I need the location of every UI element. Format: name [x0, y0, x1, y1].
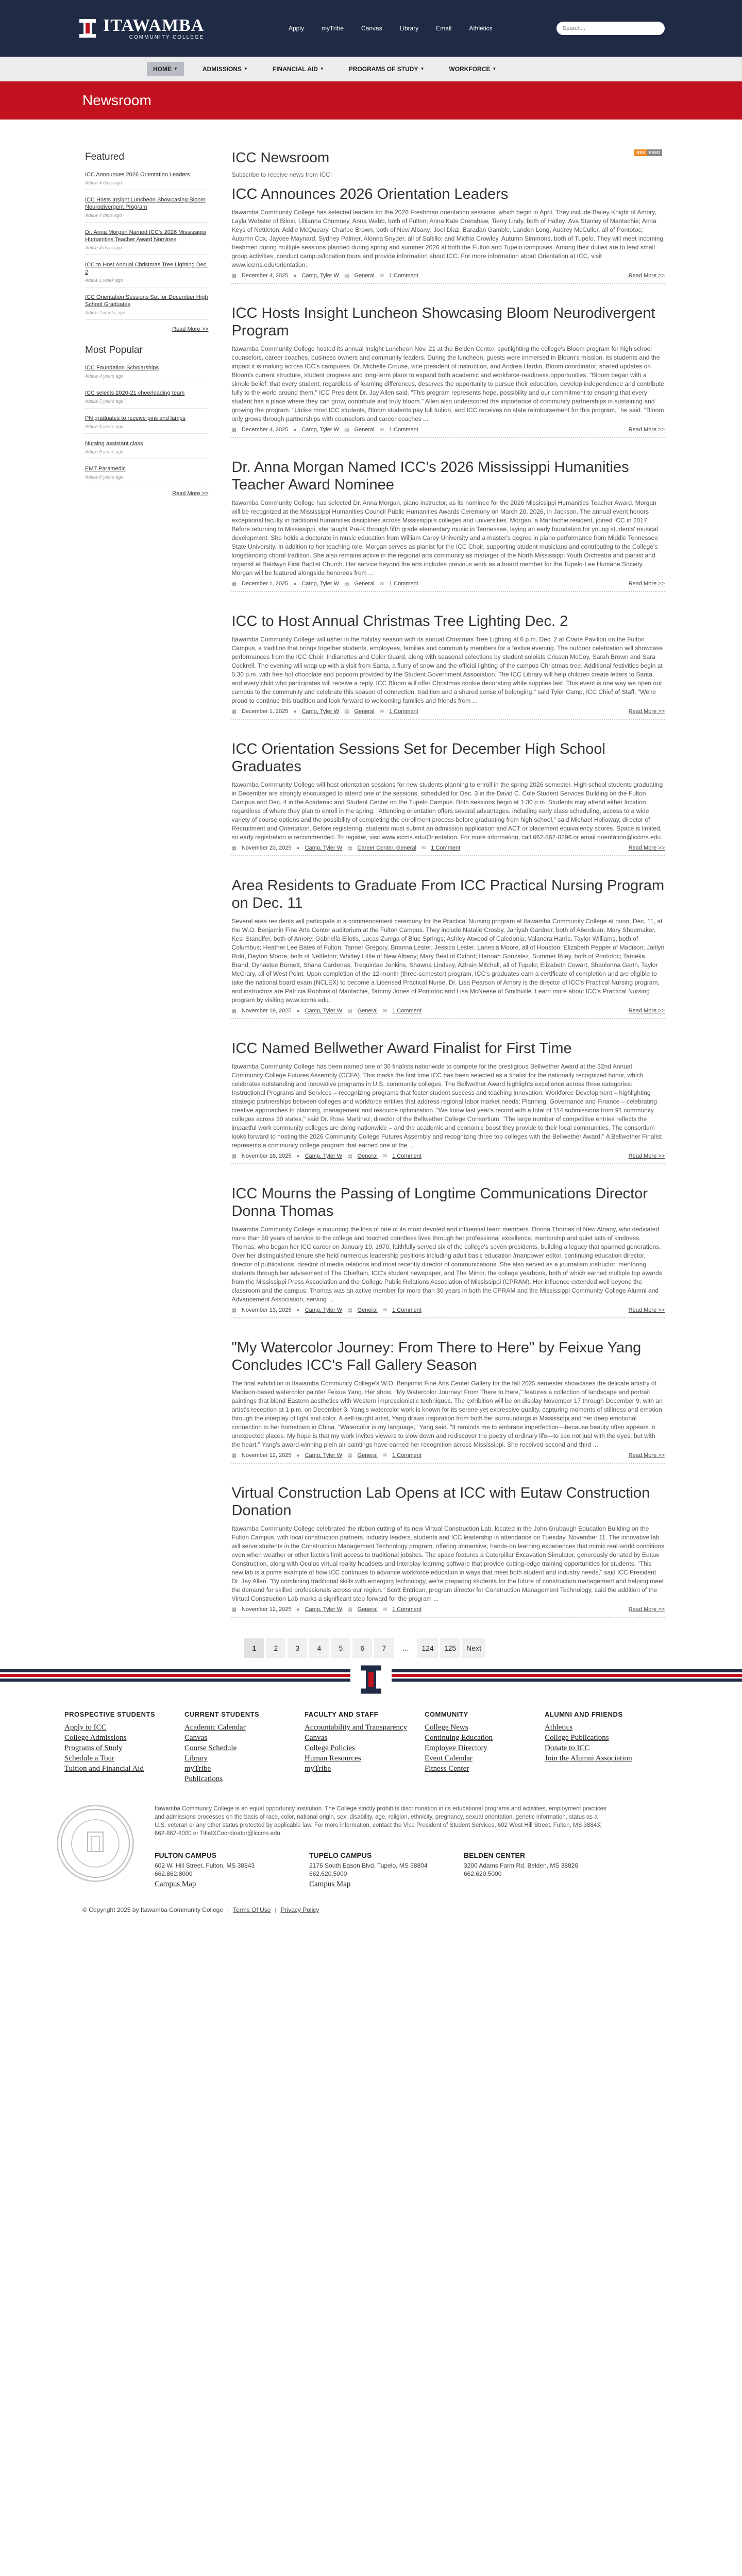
caret-down-icon: ▼ — [319, 66, 324, 71]
user-icon: ● — [296, 1452, 300, 1459]
post-title-link[interactable]: ICC Orientation Sessions Set for December High School Graduates — [231, 741, 605, 775]
comment-icon: ✉ — [379, 427, 384, 433]
nav-label: WORKFORCE — [449, 65, 491, 73]
featured-list — [85, 171, 208, 320]
sidebar-article-meta: Article 5 years ago — [85, 399, 124, 404]
post-author-link[interactable]: Camp, Tyler W — [305, 1153, 343, 1159]
popular-list — [85, 364, 208, 484]
calendar-icon: ▦ — [231, 273, 237, 279]
sidebar-article-meta: Article 4 days ago — [85, 245, 122, 250]
post-comment-link[interactable]: 1 Comment — [389, 427, 418, 433]
post-category-link[interactable]: General — [357, 1307, 378, 1313]
post-meta — [231, 1307, 665, 1317]
footer-link[interactable]: College Admissions — [64, 1734, 127, 1742]
post-author-link[interactable]: Camp, Tyler W — [301, 708, 339, 715]
rss-feed-badge[interactable] — [634, 149, 662, 156]
comment-icon: ✉ — [421, 845, 426, 851]
top-link-athletics[interactable]: Athletics — [469, 25, 493, 32]
user-icon: ● — [293, 581, 297, 587]
post-author-link[interactable]: Camp, Tyler W — [305, 1307, 343, 1313]
comment-icon: ✉ — [382, 1606, 387, 1613]
most-popular-heading: Most Popular — [85, 345, 143, 355]
post-category-link[interactable]: General — [354, 708, 375, 715]
campus-block — [309, 1851, 443, 1889]
post-meta — [231, 845, 665, 855]
subscribe-text: Subscribe to receive news from ICC! — [231, 171, 332, 178]
user-icon: ● — [296, 1307, 300, 1313]
folder-icon: ▤ — [344, 581, 349, 587]
banner-title: Newsroom — [82, 92, 151, 108]
comment-icon: ✉ — [382, 1008, 387, 1014]
campus-address: 2176 South Eason Blvd. Tupelo, MS 38804 — [309, 1862, 428, 1869]
nav-label: HOME — [153, 65, 172, 73]
feed-label: FEED — [647, 149, 662, 156]
footer-lower — [0, 1784, 742, 1889]
post-author-link[interactable]: Camp, Tyler W — [301, 273, 339, 279]
top-link-mytribe[interactable]: myTribe — [322, 25, 344, 32]
campus-map-link[interactable]: Campus Map — [155, 1880, 196, 1888]
post-read-more-link[interactable]: Read More >> — [628, 1307, 665, 1313]
top-link-apply[interactable]: Apply — [289, 25, 305, 32]
page-banner — [0, 81, 742, 120]
footer-link[interactable]: myTribe — [305, 1765, 331, 1773]
page-button[interactable]: 3 — [288, 1638, 307, 1658]
post-category-link[interactable]: General — [354, 581, 375, 587]
folder-icon: ▤ — [344, 273, 349, 279]
calendar-icon: ▦ — [231, 1307, 237, 1313]
footer-link[interactable]: College News — [425, 1723, 468, 1732]
sidebar-article — [85, 465, 208, 484]
calendar-icon: ▦ — [231, 1008, 237, 1014]
post-comment-link[interactable]: 1 Comment — [392, 1153, 421, 1159]
folder-icon: ▤ — [347, 845, 352, 851]
page-button[interactable]: 6 — [352, 1638, 372, 1658]
campus-address: 602 W. Hill Street, Fulton, MS 38843 — [155, 1862, 255, 1869]
post-excerpt: Itawamba Community College hosted its annual Insight Luncheon Nov. 21 at the Belden Center, spotlighting the college's Bloom program for high school counselors, career coaches, business owners and community leaders. During the luncheon, guests were immersed in Bloom's mission, its students and the impact it is making across ICC's campuses. Dr. Michelle Crouse, vice president of instruction, and Andrea Hardin, Bloom coordinator, shared updates on Bloom's current structure, student progress and long-term plans to expand both academic and workforce-readiness opportunities. "Bloom began with a simple belief: that every student, regardless of learning differences, deserves the opportunity to pursue their education, develop independence and contribute fully to the world around them," ICC President Dr. Jay Allen said. "This program represents hope, possibility and our commitment to ensuring that every student has a place where they can grow, contribute and truly bloom." Allen also underscored the importance of community partnerships in sustaining and growing the program. "Unlike most ICC students, Bloom students pay full tuition, and ICC receives no state reimbursement for this program," he said. "Bloom only grows through partnerships with counselors and career coaches ... — [231, 345, 664, 422]
top-link-library[interactable]: Library — [399, 25, 419, 32]
folder-icon: ▤ — [347, 1153, 352, 1159]
footer-link[interactable]: Accountability and Transparency — [305, 1723, 408, 1732]
campus-list — [155, 1851, 608, 1889]
user-icon: ● — [293, 427, 297, 433]
calendar-icon: ▦ — [231, 581, 237, 587]
page-button[interactable]: 5 — [331, 1638, 350, 1658]
post-date: November 12, 2025 — [241, 1452, 292, 1459]
news-post — [231, 613, 665, 720]
user-icon: ● — [293, 708, 297, 715]
post-excerpt: Itawamba Community College has selected leaders for the 2026 Freshman orientation sessions, which begin in April. They include Bailey Knight of Amory, Layla Webster of Biloxi, Lillianna Chumney, Anna Webb, both of Fulton; Anna Kate Crenshaw, Tierry Lindy, both of Hatley; Ava Stanley of Mantachie; Anna Keys of Nettleton; Addie McQueary, Charlee Brown, both of New Albany; Joel Diaz, Baradan Gamble, Landon Long, Audrey McCuller, all of Pontotoc; Autumn Cox, Jaycee Maynard, Sydney Palmer, Alonna Snyder, all of Saltillo; and Michia Crowley, Autumn Simmons, both of Tupelo. They will meet incoming freshmen during multiple sessions planned during spring and summer 2026 at both the Fulton and Tupelo campuses. Among their duties are to lead small group activities, conduct campus/location tours and provide information about ICC. For more information about Orientation at ICC, visit www.iccms.edu/orientation. — [231, 209, 664, 268]
post-meta — [231, 708, 665, 719]
nav-programs-of-study[interactable] — [343, 62, 431, 76]
sidebar-article-link[interactable]: ICC to Host Annual Christmas Tree Lighting Dec. 2 — [85, 262, 208, 275]
main-column — [231, 121, 665, 1658]
logo-subtitle: COMMUNITY COLLEGE — [129, 34, 205, 40]
footer-column-heading: CURRENT STUDENTS — [184, 1710, 260, 1718]
next-page-button[interactable]: Next — [462, 1638, 485, 1658]
post-comment-link[interactable]: 1 Comment — [392, 1307, 421, 1313]
news-post — [231, 877, 665, 1019]
post-read-more-link[interactable]: Read More >> — [628, 708, 665, 715]
sidebar-article-meta: Article 1 week ago — [85, 278, 123, 283]
logo-title: ITAWAMBA — [103, 15, 205, 35]
folder-icon: ▤ — [344, 427, 349, 433]
sidebar-article-link[interactable]: ICC Foundation Scholarships — [85, 365, 159, 371]
post-date: December 4, 2025 — [241, 273, 289, 279]
footer-link[interactable]: Human Resources — [305, 1754, 361, 1762]
comment-icon: ✉ — [382, 1452, 387, 1459]
post-meta — [231, 427, 665, 437]
post-title-link[interactable]: ICC Named Bellwether Award Finalist for First Time — [231, 1040, 572, 1057]
campus-phone: 662.620.5000 — [309, 1870, 347, 1877]
post-title-link[interactable]: ICC Mourns the Passing of Longtime Communications Director Donna Thomas — [231, 1185, 648, 1219]
post-comment-link[interactable]: 1 Comment — [392, 1008, 421, 1014]
news-post — [231, 459, 665, 592]
footer-link[interactable]: Athletics — [545, 1723, 573, 1732]
post-excerpt: Several area residents will participate in a commencement ceremony for the Practical Nursing program at Itawamba Community College at noon, Dec. 11, at the W.O. Benjamin Fine Arts Center auditorium at the Fulton Campus. They include Natalie Crosby, Janiyah Gardner, both of Aberdeen; Mary Shoemaker, Kesi Standifer, both of Amory; Gabriella Ellotis, Lucas Zuniga of Blue Springs; Ashley Atwood of Caledonia; Valandra Harris, Taylor Williams, both of Columbus; Heather Lee Bates of Fulton; Tanner Gregory, Brianna Lester, Jessica Lester, Lanesia Moore, all of Houston; Elizabeth Pepper of Madison; Jaitlyn Ridd, Dayton Moore, both of Nettleton; Whitley Little of New Albany; Mary Beal of Oxford; Hannah Gonzalez, Summer Riley, both of Pontotoc; Tameka Brand, Dynastee Burnett, Shana Cardenas, Trequintae Jenkins, Shawna Lindsey, Azlrain Mitchell, all of Tupelo; Elizabeth Cowart, Shaolonna Garth, Taylor McCrary, all of West Point. Upon completion of the 12-month (three-semester) program, ICC's graduates earn a certificate of completion and are eligible to take the national board exam (NCLEX) to become a Licensed Practical Nurse. Dr. Lisa Pearson of Amory is the director of ICC's Practical Nursing program, and instructors are Patricia Robbins of Mantachie, Tammy Jones of Pontotoc and Lisa McNeese of Smithville. Learn more about ICC's Practical Nursing program by visiting www.iccms.edu. — [231, 918, 665, 1004]
page-button[interactable]: 1 — [244, 1638, 264, 1658]
post-comment-link[interactable]: 1 Comment — [392, 1452, 421, 1459]
sidebar-article-link[interactable]: ICC selects 2020-21 cheerleading team — [85, 390, 185, 396]
news-post — [231, 1339, 665, 1464]
post-title-link[interactable]: ICC to Host Annual Christmas Tree Lighting Dec. 2 — [231, 613, 568, 630]
footer-column — [305, 1710, 425, 1784]
post-read-more-link[interactable]: Read More >> — [628, 1452, 665, 1459]
footer-link[interactable]: myTribe — [184, 1765, 211, 1773]
folder-icon: ▤ — [344, 708, 349, 715]
nav-home[interactable] — [147, 62, 184, 76]
post-author-link[interactable]: Camp, Tyler W — [305, 1606, 343, 1613]
news-post — [231, 1040, 665, 1164]
footer-column — [64, 1710, 184, 1784]
footer-link[interactable]: Library — [184, 1754, 208, 1762]
post-date: December 4, 2025 — [241, 427, 289, 433]
post-category-link[interactable]: General — [357, 1452, 378, 1459]
comment-icon: ✉ — [379, 273, 384, 279]
page-button: ... — [396, 1638, 415, 1658]
post-excerpt: The final exhibition in Itawamba Community College's W.O. Benjamin Fine Arts Center Gallery for the fall 2025 semester showcases the delicate artistry of Madison-based watercolor painter Feixue Yang. Her show, "My Watercolor Journey: From There to Here," features a collection of landscape and portrait paintings that blend Eastern aesthetics with Western impressionistic techniques. The exhibition will be on display November 17 through December 9, with an artist's reception at 1 p.m. on December 3. Yang's watercolor work is known for its serene yet expressive quality, capturing moments of stillness and emotion through the interplay of light and color. A self-taught artist, Yang draws inspiration from both her surroundings in Mississippi and her deep emotional connection to her hometown in China. "Watercolor is my language," Yang said. "It reminds me to embrace imperfection—because beauty often appears in unexpected places. My hope is that my work invites viewers to slow down and rediscover the poetry of ordinary life—to see not just with the eyes, but with the heart." Yang's award-winning plein air paintings have earned her recognition across Mississippi. She received second and third ... — [231, 1380, 663, 1448]
news-post — [231, 740, 665, 856]
page-button[interactable]: 7 — [374, 1638, 394, 1658]
page-button[interactable]: 125 — [440, 1638, 460, 1658]
post-date: November 13, 2025 — [241, 1307, 292, 1313]
post-meta — [231, 1606, 665, 1617]
footer-link[interactable]: Course Schedule — [184, 1744, 237, 1752]
caret-down-icon: ▼ — [174, 66, 178, 71]
sidebar-article-link[interactable]: ICC Hosts Insight Luncheon Showcasing Bloom Neurodivergent Program — [85, 197, 206, 210]
nav-label: FINANCIAL AID — [272, 65, 318, 73]
post-date: November 19, 2025 — [241, 1008, 292, 1014]
footer-column-heading: ALUMNI AND FRIENDS — [545, 1710, 623, 1718]
sidebar-article — [85, 196, 208, 223]
footer-link[interactable]: Join the Alumni Association — [545, 1754, 632, 1762]
sidebar-article-link[interactable]: ICC Orientation Sessions Set for December High School Graduates — [85, 294, 208, 308]
footer-column-heading: FACULTY AND STAFF — [305, 1710, 379, 1718]
sidebar-article — [85, 261, 208, 287]
caret-down-icon: ▼ — [420, 66, 425, 71]
footer-link[interactable]: Continuing Education — [425, 1734, 493, 1742]
footer-link[interactable]: Programs of Study — [64, 1744, 123, 1752]
page-button[interactable]: 4 — [309, 1638, 329, 1658]
post-author-link[interactable]: Camp, Tyler W — [305, 1452, 343, 1459]
sidebar-article-link[interactable]: ICC Announces 2026 Orientation Leaders — [85, 172, 190, 178]
folder-icon: ▤ — [347, 1606, 352, 1613]
post-category-link[interactable]: Career Center, General — [357, 845, 416, 851]
campus-block — [155, 1851, 289, 1889]
campus-phone: 662.862.8000 — [155, 1870, 193, 1877]
calendar-icon: ▦ — [231, 1153, 237, 1159]
post-excerpt: Itawamba Community College has selected Dr. Anna Morgan, piano instructor, as its nominee for the 2026 Mississippi Humanities Teacher Award. Morgan will be recognized at the Mississippi Humanities Council Public Humanities Awards Ceremony on March 20, 2026, in Jackson. The annual event honors exceptional faculty in traditional humanities disciplines across Mississippi's colleges and universities. Morgan, a Mantachie resident, joined ICC in 2017. Before returning to Mississippi, she taught Pre-K through fifth grade elementary music in Tennessee, laying an early foundation for young students' musical development. She holds a doctorate in music education from William Carey University and a master's degree in piano performance from Middle Tennessee State University. In addition to her teaching role, Morgan serves as pianist for the ICC Choir, supporting student musicians and contributing to the College's longstanding choral tradition. She also remains active in the regional arts community as manager of the North Mississippi Youth Orchestra and pianist and organist at Baldwyn First Baptist Church. Her service beyond the arts includes previous work as a board member for the Tupelo-Lee Humane Society. Morgan will be featured alongside honorees from ... — [231, 499, 659, 577]
sidebar-article — [85, 171, 208, 190]
footer-emblem-icon — [350, 1659, 392, 1700]
post-author-link[interactable]: Camp, Tyler W — [305, 845, 343, 851]
calendar-icon: ▦ — [231, 1452, 237, 1459]
footer-link[interactable]: Donate to ICC — [545, 1744, 590, 1752]
folder-icon: ▤ — [347, 1452, 352, 1459]
college-logo[interactable] — [77, 17, 227, 40]
post-date: November 20, 2025 — [241, 845, 292, 851]
copyright-bar: © Copyright 2025 by Itawamba Community College | Terms Of Use | Privacy Policy — [82, 1906, 319, 1913]
sidebar-article-link[interactable]: Nursing assistant class — [85, 440, 143, 447]
post-meta — [231, 1153, 665, 1163]
footer-link[interactable]: College Publications — [545, 1734, 609, 1742]
news-post — [231, 304, 665, 438]
sidebar-article — [85, 229, 208, 255]
folder-icon: ▤ — [347, 1008, 352, 1014]
news-post — [231, 185, 665, 284]
sidebar — [85, 121, 218, 1658]
search-input[interactable] — [556, 22, 665, 35]
post-title-link[interactable]: ICC Hosts Insight Luncheon Showcasing Bloom Neurodivergent Program — [231, 305, 655, 339]
sidebar-article — [85, 440, 208, 459]
sidebar-article — [85, 389, 208, 409]
campus-name: TUPELO CAMPUS — [309, 1851, 372, 1859]
footer-column — [425, 1710, 545, 1784]
user-icon: ● — [296, 1153, 300, 1159]
post-meta — [231, 1008, 665, 1018]
calendar-icon: ▦ — [231, 1606, 237, 1613]
top-link-canvas[interactable]: Canvas — [361, 25, 382, 32]
post-date: November 18, 2025 — [241, 1153, 292, 1159]
college-seal-icon — [57, 1805, 134, 1882]
footer-link[interactable]: Tuition and Financial Aid — [64, 1765, 144, 1773]
top-header — [0, 0, 742, 57]
page-title: ICC Newsroom — [231, 149, 330, 165]
user-icon: ● — [293, 273, 297, 279]
sidebar-article — [85, 415, 208, 434]
user-icon: ● — [296, 1008, 300, 1014]
post-excerpt: Itawamba Community College is mourning the loss of one of its most devoted and influential team members. Donna Thomas of New Albany, who dedicated more than 50 years of service to the college and touched countless lives through her professional excellence, mentorship and quiet acts of kindness. Thomas, who began her ICC career on January 19, 1970, faithfully served six of the college's seven presidents, building a legacy that spanned generations. Over her distinguished tenure she held numerous leadership positions including adult basic education /manpower editor, continuing education director, director of publications, director of media relations and most recently director of communications. She also served as a journalism instructor, mentoring students through her advisement of The Chieftain, ICC's student newspaper, and The Mirror, the college yearbook, both of which earned multiple top awards from the Mississippi Press Association and the College Public Relations Association of Mississippi (CPRAM). Her influence extended well beyond the classroom and the campus. Thomas was an active member for more than 30 years in both the CPRAM and the Mississippi Community College Alumni and Advancement Association, serving ... — [231, 1226, 662, 1303]
post-meta — [231, 581, 665, 591]
sidebar-article-meta: Article 6 years ago — [85, 449, 124, 454]
user-icon: ● — [296, 1606, 300, 1613]
nav-financial-aid[interactable] — [266, 62, 330, 76]
top-links — [289, 25, 493, 32]
folder-icon: ▤ — [347, 1307, 352, 1313]
footer-link[interactable]: College Policies — [305, 1744, 355, 1752]
post-meta — [231, 273, 665, 283]
sidebar-article-link[interactable]: EMT Paramedic — [85, 466, 126, 472]
calendar-icon: ▦ — [231, 427, 237, 433]
copyright-text: © Copyright 2025 by Itawamba Community College — [82, 1906, 223, 1913]
post-date: December 1, 2025 — [241, 581, 289, 587]
footer-column-heading: COMMUNITY — [425, 1710, 468, 1718]
rss-label: RSS — [634, 149, 647, 156]
comment-icon: ✉ — [382, 1307, 387, 1313]
post-meta — [231, 1452, 665, 1463]
footer-column — [545, 1710, 665, 1784]
post-comment-link[interactable]: 1 Comment — [389, 708, 418, 715]
campus-map-link[interactable]: Campus Map — [309, 1880, 351, 1888]
post-category-link[interactable]: General — [357, 1153, 378, 1159]
footer-link[interactable]: Publications — [184, 1775, 223, 1783]
footer-stripes — [0, 1669, 742, 1690]
post-excerpt: Itawamba Community College celebrated the ribbon cutting of its new Virtual Construction Lab, located in the John Grubaugh Education Building on the Fulton Campus, with local construction partners, industry leaders, students and ICC leadership in attendance on Tuesday, November 11. The innovative lab will serve students in the Construction Management Technology program, offering immersive, hands-on learning experiences that mimic real-world conditions even when weather or other factors limit access to traditional jobsites. The space features a Caterpillar Excavation Simulator, generously donated by Eutaw Construction, along with Oculus virtual reality headsets and Interplay learning software that provide cutting-edge training opportunities for students. "This new lab is a prime example of how ICC continues to advance workforce education in ways that meet both student and industry needs," said ICC President Dr. Jay Allen. "By combining traditional skills with emerging technology, we're preparing students for the future of construction management and helping meet the demand for skilled professionals across our region." Scott Entrican, program director for Construction Management Technology, said the addition of the Virtual Construction Lab marks a significant step forward for the program ... — [231, 1525, 665, 1602]
footer-link[interactable]: Apply to ICC — [64, 1723, 107, 1732]
news-post — [231, 1185, 665, 1318]
post-title-link[interactable]: Area Residents to Graduate From ICC Practical Nursing Program on Dec. 11 — [231, 877, 665, 911]
post-comment-link[interactable]: 1 Comment — [392, 1606, 421, 1613]
post-date: December 1, 2025 — [241, 708, 289, 715]
comment-icon: ✉ — [379, 581, 384, 587]
post-read-more-link[interactable]: Read More >> — [628, 1606, 665, 1613]
post-title-link[interactable]: "My Watercolor Journey: From There to Here" by Feixue Yang Concludes ICC's Fall Gallery Season — [231, 1340, 642, 1374]
caret-down-icon: ▼ — [243, 66, 248, 71]
footer-links — [0, 1690, 742, 1784]
page-button[interactable]: 124 — [417, 1638, 437, 1658]
sidebar-article-meta: Article 6 years ago — [85, 474, 124, 480]
footer-link[interactable]: Academic Calendar — [184, 1723, 246, 1732]
comment-icon: ✉ — [379, 708, 384, 715]
featured-read-more-link[interactable]: Read More >> — [172, 326, 209, 332]
post-author-link[interactable]: Camp, Tyler W — [301, 581, 339, 587]
post-comment-link[interactable]: 1 Comment — [389, 581, 418, 587]
post-title-link[interactable]: ICC Announces 2026 Orientation Leaders — [231, 186, 509, 202]
featured-heading: Featured — [85, 151, 125, 162]
pagination — [244, 1638, 665, 1658]
post-category-link[interactable]: General — [354, 273, 375, 279]
sidebar-article — [85, 294, 208, 320]
post-list — [231, 185, 665, 1618]
post-category-link[interactable]: General — [354, 427, 375, 433]
sidebar-article-meta: Article 4 days ago — [85, 213, 122, 218]
top-link-email[interactable]: Email — [436, 25, 452, 32]
campus-block — [464, 1851, 598, 1889]
post-read-more-link[interactable]: Read More >> — [628, 845, 665, 851]
post-read-more-link[interactable]: Read More >> — [628, 427, 665, 433]
footer-link[interactable]: Event Calendar — [425, 1754, 473, 1762]
post-title-link[interactable]: Dr. Anna Morgan Named ICC's 2026 Mississippi Humanities Teacher Award Nominee — [231, 459, 629, 493]
calendar-icon: ▦ — [231, 845, 237, 851]
sidebar-article-link[interactable]: PN graduates to receive pins and lamps — [85, 415, 186, 421]
footer-link[interactable]: Fitness Center — [425, 1765, 469, 1773]
user-icon: ● — [296, 845, 300, 851]
footer-link[interactable]: Canvas — [184, 1734, 208, 1742]
footer-link[interactable]: Canvas — [305, 1734, 328, 1742]
post-author-link[interactable]: Camp, Tyler W — [301, 427, 339, 433]
campus-name: FULTON CAMPUS — [155, 1851, 217, 1859]
page-content — [0, 121, 742, 1658]
equal-opportunity-statement: Itawamba Community College is an equal opportunity institution. The College strictly prohibits discrimination in its educational programs and activities, employment practices and admissions processes on the basis of race, color, national origin, sex, disability, age, religion, ethnicity, pregnancy, sexual orientation, genetic information, status as a U.S. veteran or any other status protected by applicable law. For more information, contact the Vice President of Student Services, 602 West Hill Street, Fulton, MS 38843; 662-862-8000 or TitleIXCoordinator@iccms.edu. — [155, 1806, 606, 1837]
footer-link[interactable]: Schedule a Tour — [64, 1754, 114, 1762]
calendar-icon: ▦ — [231, 708, 237, 715]
sidebar-article-link[interactable]: Dr. Anna Morgan Named ICC's 2026 Mississippi Humanities Teacher Award Nominee — [85, 229, 206, 243]
post-excerpt: Itawamba Community College has been named one of 30 finalists nationwide to compete for the prestigious Bellwether Award at the 32nd Annual Community College Futures Assembly (CCFA). This marks the first time ICC has been selected as a finalist for the nationally recognized honor, which celebrates outstanding and innovative programs in U.S. community colleges. The Bellwether Award highlights excellence across three categories: Instructional Programs and Services – recognizing programs that foster student success and teaching innovation; Workforce Development – highlighting strategic partnerships between colleges and workforce entities that address regional labor market needs; Planning, Governance and Finance – celebrating creative approaches to planning, management and resource optimization. "We know last year's record with a total of 114 submissions from 91 community colleges across 30 states," said Dr. Rose Martinez, director of the Bellwether College Consortium. "The large number of competitive entries reflects the impactful work community colleges are doing nationwide – and the academic and economic boost they provide to their local communities. The consortium looks forward to hosting the 2026 Community College Futures Assembly and recognizing three top colleges with the Bellwether Award." A Bellwether Finalist represents a community college program that earned one of the ... — [231, 1063, 662, 1149]
terms-link[interactable]: Terms Of Use — [233, 1906, 271, 1913]
footer-column-heading: PROSPECTIVE STUDENTS — [64, 1710, 156, 1718]
nav-admissions[interactable] — [196, 62, 254, 76]
post-category-link[interactable]: General — [357, 1008, 378, 1014]
main-nav — [0, 57, 742, 81]
popular-read-more-link[interactable]: Read More >> — [172, 490, 209, 497]
post-read-more-link[interactable]: Read More >> — [628, 1008, 665, 1014]
comment-icon: ✉ — [382, 1153, 387, 1159]
post-title-link[interactable]: Virtual Construction Lab Opens at ICC with Eutaw Construction Donation — [231, 1485, 650, 1519]
page-button[interactable]: 2 — [266, 1638, 285, 1658]
caret-down-icon: ▼ — [492, 66, 497, 71]
logo-icon — [77, 18, 98, 39]
nav-workforce[interactable] — [443, 62, 502, 76]
post-excerpt: Itawamba Community College will usher in the holiday season with its annual Christmas Tree Lighting at 6 p.m. Dec. 2 at Crane Pavilion on the Fulton Campus, a tradition that brings together students, employees, families and community members for a festive evening. The outdoor celebration will showcase performances from the ICC Choir, Indianettes and Color Guard, along with seasonal selections by student soloists Crissen McCoy, Sarah Brown and Sara Cockrell. The evening will wrap up with a visit from Santa, a flurry of snow and the official lighting of the campus Christmas tree. Additional festivities begin at 5:30 p.m. with free hot chocolate and popcorn provided by the Student Government Association. The ICC Library will help children create letters to Santa, and every child who participates will receive a reply. ICC Bloom will offer Christmas cookie decorating while supplies last. This event is one way we open our campus to the community and celebrate this season of connection, tradition and a shared sense of belonging," said Tyler Camp, ICC Chief of Staff. "We're proud to continue this tradition and look forward to welcoming families and friends from ... — [231, 636, 663, 704]
sidebar-article-meta: Article 5 years ago — [85, 424, 124, 429]
privacy-link[interactable]: Privacy Policy — [280, 1906, 319, 1913]
campus-phone: 662.620.5000 — [464, 1870, 502, 1877]
nav-label: ADMISSIONS — [202, 65, 242, 73]
post-comment-link[interactable]: 1 Comment — [389, 273, 418, 279]
post-read-more-link[interactable]: Read More >> — [628, 273, 665, 279]
post-excerpt: Itawamba Community College will host orientation sessions for new students planning to enroll in the spring 2026 semester. High school students graduating in December are strongly encouraged to attend one of the sessions, scheduled for Dec. 3 in the David C. Cole Student Services Building on the Fulton Campus and Dec. 4 in the Academic and Student Center on the Tupelo Campus. Both sessions begin at 1:30 p.m. Students may attend either location regardless of where they plan to enroll in the spring. "Attending orientation offers several advantages, including early class scheduling, access to a wide variety of course options and the possibility of completing the enrollment process before graduating from high school," said Michael Holloway, director of Recruitment and Orientation. Before registering, students must submit an admission application and ACT or placement equivalency scores. Space is limited, so early registration is recommended. To register, visit www.iccms.edu/Orientation. For more information, call 662-862-8296 or email orientation@iccms.edu. — [231, 781, 663, 841]
sidebar-article-meta: Article 2 weeks ago — [85, 310, 126, 315]
post-category-link[interactable]: General — [357, 1606, 378, 1613]
sidebar-article — [85, 364, 208, 383]
post-read-more-link[interactable]: Read More >> — [628, 581, 665, 587]
news-post — [231, 1484, 665, 1618]
post-read-more-link[interactable]: Read More >> — [628, 1153, 665, 1159]
campus-address: 3200 Adams Farm Rd. Belden, MS 38826 — [464, 1862, 579, 1869]
sidebar-article-meta: Article 4 days ago — [85, 180, 122, 185]
footer-link[interactable]: Employee Directory — [425, 1744, 488, 1752]
sidebar-article-meta: Article 4 years ago — [85, 374, 124, 379]
post-author-link[interactable]: Camp, Tyler W — [305, 1008, 343, 1014]
campus-name: BELDEN CENTER — [464, 1851, 526, 1859]
post-date: November 12, 2025 — [241, 1606, 292, 1613]
nav-label: PROGRAMS OF STUDY — [348, 65, 418, 73]
footer-column — [184, 1710, 305, 1784]
post-comment-link[interactable]: 1 Comment — [431, 845, 461, 851]
